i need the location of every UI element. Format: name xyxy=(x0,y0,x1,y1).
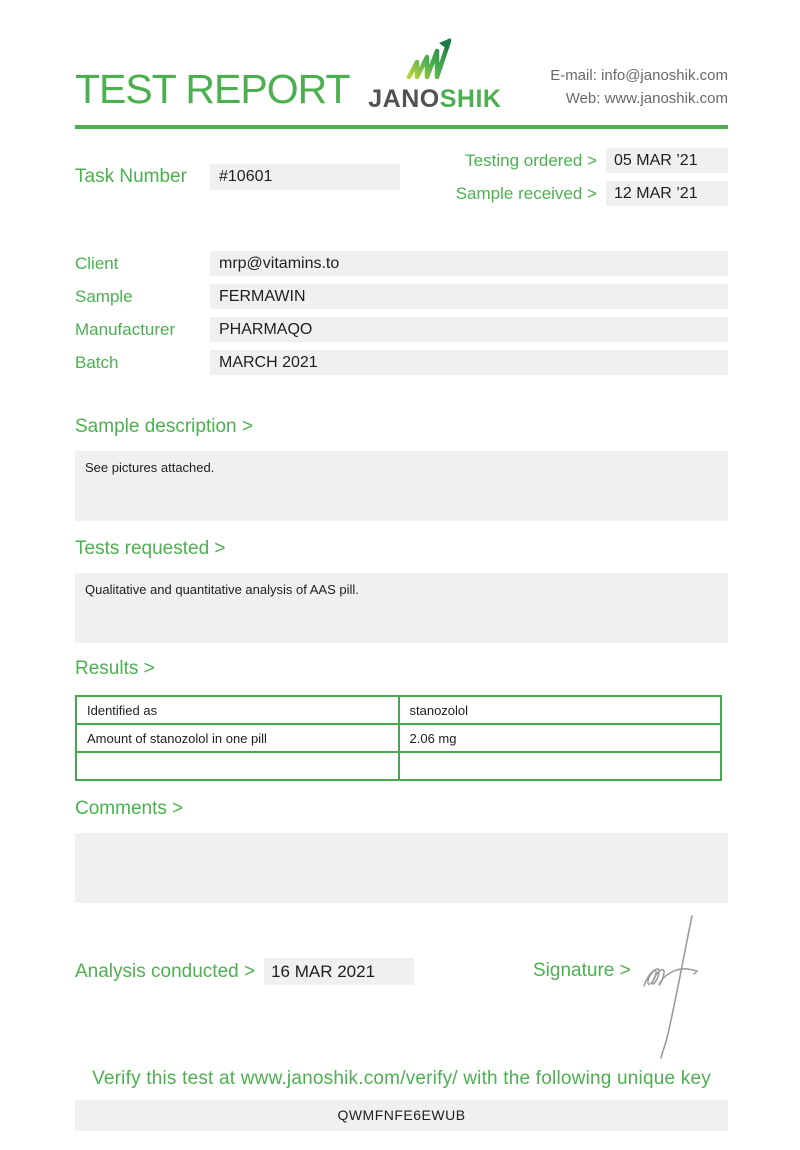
logo-text-shik: SHIK xyxy=(439,85,502,113)
result-value-cell xyxy=(399,752,722,780)
analysis-date-value: 16 MAR 2021 xyxy=(264,958,414,985)
table-row xyxy=(76,724,721,752)
task-number-value: #10601 xyxy=(210,164,400,190)
signature-scribble-icon xyxy=(628,912,712,1062)
table-row xyxy=(76,696,721,724)
testing-ordered-value: 05 MAR ’21 xyxy=(606,148,728,173)
testing-ordered-label: Testing ordered > xyxy=(465,150,597,170)
header-divider xyxy=(75,125,728,129)
logo-wordmark xyxy=(368,87,501,112)
dates-block xyxy=(456,148,728,206)
report-header xyxy=(75,34,728,112)
sample-info-section xyxy=(75,251,728,383)
contact-info xyxy=(550,65,728,112)
info-row-client xyxy=(75,251,728,276)
sample-description-box: See pictures attached. xyxy=(75,451,728,521)
batch-value: MARCH 2021 xyxy=(210,350,728,375)
sample-label: Sample xyxy=(75,286,133,306)
page-title: TEST REPORT xyxy=(75,66,350,112)
contact-web: Web: www.janoshik.com xyxy=(565,89,728,107)
janoshik-logo xyxy=(368,34,501,112)
sample-description-heading: Sample description > xyxy=(75,416,253,437)
batch-label: Batch xyxy=(75,352,119,372)
result-name-cell: Identified as xyxy=(76,696,399,724)
manufacturer-value: PHARMAQO xyxy=(210,317,728,342)
comments-heading: Comments > xyxy=(75,798,184,819)
tests-requested-box: Qualitative and quantitative analysis of AAS pill. xyxy=(75,573,728,643)
client-value: mrp@vitamins.to xyxy=(210,251,728,276)
chart-arrow-icon xyxy=(403,34,467,85)
info-row-sample xyxy=(75,284,728,309)
task-number-label: Task Number xyxy=(75,166,187,187)
analysis-conducted-row xyxy=(75,958,414,985)
sample-received-row xyxy=(456,181,728,206)
verify-instruction: Verify this test at www.janoshik.com/verify/ with the following unique key xyxy=(92,1068,711,1089)
task-number-row xyxy=(75,148,400,206)
sample-received-label: Sample received > xyxy=(455,183,597,203)
info-row-batch xyxy=(75,350,728,375)
table-row xyxy=(76,752,721,780)
tests-requested-heading: Tests requested > xyxy=(75,538,226,559)
manufacturer-label: Manufacturer xyxy=(75,319,176,339)
info-row-manufacturer xyxy=(75,317,728,342)
testing-ordered-row xyxy=(456,148,728,173)
result-value-cell: 2.06 mg xyxy=(399,724,722,752)
logo-text-jano: JANO xyxy=(368,85,440,113)
result-name-cell: Amount of stanozolol in one pill xyxy=(76,724,399,752)
sample-value: FERMAWIN xyxy=(210,284,728,309)
comments-box xyxy=(75,833,728,903)
sample-received-value: 12 MAR ’21 xyxy=(606,181,728,206)
unique-key-value: QWMFNFE6EWUB xyxy=(75,1100,728,1131)
task-section xyxy=(75,148,728,206)
result-value-cell: stanozolol xyxy=(399,696,722,724)
result-name-cell xyxy=(76,752,399,780)
results-heading: Results > xyxy=(75,658,155,679)
contact-email: E-mail: info@janoshik.com xyxy=(550,67,728,84)
client-label: Client xyxy=(75,253,119,273)
signature-label: Signature > xyxy=(533,960,631,981)
results-table xyxy=(75,695,722,781)
analysis-conducted-label: Analysis conducted > xyxy=(75,960,256,982)
